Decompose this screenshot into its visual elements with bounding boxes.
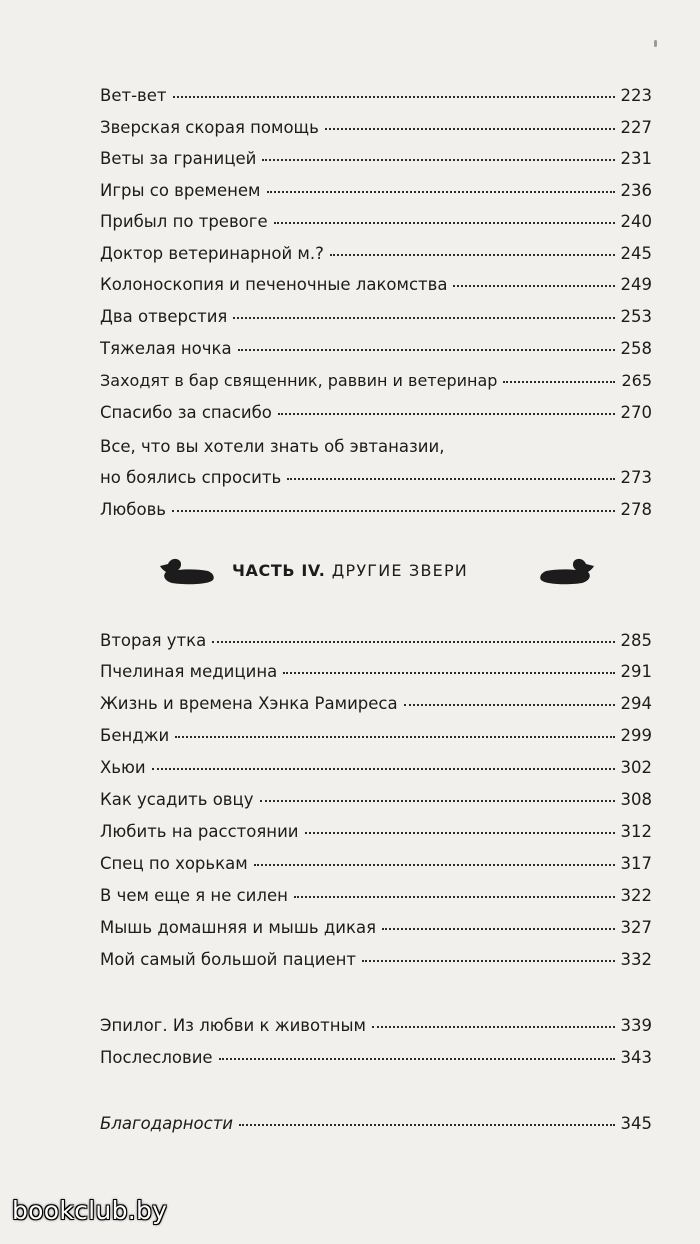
dot-leader [238, 348, 615, 351]
dot-leader [325, 127, 615, 130]
toc-entry [100, 178, 652, 204]
section-title [232, 561, 522, 580]
part-title: ДРУГИЕ ЗВЕРИ [331, 561, 468, 580]
toc-entry [100, 146, 652, 172]
dot-leader [219, 1057, 615, 1060]
toc-entry [100, 1013, 652, 1039]
dot-leader [453, 284, 614, 287]
entry-title: Мышь домашняя и мышь дикая [100, 918, 377, 937]
part-label: ЧАСТЬ IV. [232, 561, 326, 580]
dot-leader [239, 1123, 614, 1126]
dot-leader [451, 448, 646, 449]
toc-entry [100, 883, 652, 909]
duck-icon [538, 556, 596, 586]
entry-title: Хьюи [100, 758, 146, 777]
entry-title: Благодарности [100, 1114, 234, 1133]
dot-leader [294, 895, 615, 898]
toc-entry [100, 209, 652, 235]
entry-title: Вторая утка [100, 631, 207, 650]
duck-icon [158, 556, 216, 586]
dot-leader [173, 95, 615, 98]
toc-entry [100, 819, 652, 845]
toc-entry [100, 336, 652, 362]
entry-page: 227 [620, 118, 652, 137]
entry-title: Тяжелая ночка [100, 339, 232, 358]
toc-entry [100, 755, 652, 781]
entry-page: 294 [620, 694, 652, 713]
entry-page: 240 [620, 212, 652, 231]
dot-leader [330, 253, 615, 256]
entry-title: Вет-вет [100, 86, 167, 105]
entry-title: но боялись спросить [100, 468, 282, 487]
entry-title: Заходят в бар священник, раввин и ветеринар [100, 371, 498, 390]
dot-leader [254, 863, 615, 866]
entry-title: Послесловие [100, 1048, 213, 1067]
entry-title: Все, что вы хотели знать об эвтаназии, [100, 437, 445, 456]
entry-page: 343 [620, 1048, 652, 1067]
entry-page: 258 [620, 339, 652, 358]
entry-title: Любить на расстоянии [100, 822, 299, 841]
dot-leader [172, 509, 614, 512]
dot-leader [175, 735, 614, 738]
entry-page: 278 [620, 500, 652, 519]
dot-leader [278, 412, 615, 415]
entry-title: Мой самый большой пациент [100, 950, 357, 969]
entry-page: 285 [620, 631, 652, 650]
entry-page: 231 [620, 149, 652, 168]
entry-page: 339 [620, 1016, 652, 1035]
entry-page: 253 [620, 307, 652, 326]
toc-entry [100, 787, 652, 813]
toc-entry [100, 83, 652, 109]
entry-page: 327 [620, 918, 652, 937]
entry-page: 249 [620, 275, 652, 294]
toc-entry [100, 628, 652, 654]
toc-entry [100, 241, 652, 267]
dot-leader [233, 316, 614, 319]
toc-entry [100, 115, 652, 141]
toc-entry [100, 1045, 652, 1071]
entry-page: 223 [620, 86, 652, 105]
toc-entry [100, 304, 652, 330]
entry-title: Эпилог. Из любви к животным [100, 1016, 366, 1035]
dot-leader [404, 703, 615, 706]
dot-leader [503, 380, 615, 383]
entry-title: Бенджи [100, 726, 170, 745]
entry-page: 317 [620, 854, 652, 873]
entry-title: Жизнь и времена Хэнка Рамиреса [100, 694, 398, 713]
toc-entry [100, 368, 652, 394]
entry-page: 308 [620, 790, 652, 809]
toc-entry [100, 400, 652, 426]
dot-leader [274, 221, 615, 224]
toc-entry [100, 272, 652, 298]
entry-title: Как усадить овцу [100, 790, 254, 809]
toc-entry [100, 947, 652, 973]
entry-page: 236 [620, 181, 652, 200]
toc-entry [100, 1111, 652, 1137]
entry-title: Веты за границей [100, 149, 257, 168]
entry-title: Спец по хорькам [100, 854, 248, 873]
entry-page: 302 [620, 758, 652, 777]
entry-page: 291 [620, 662, 652, 681]
toc-entry [100, 659, 652, 685]
entry-title: Спасибо за спасибо [100, 403, 272, 422]
entry-page: 245 [620, 244, 652, 263]
toc-entry [100, 915, 652, 941]
entry-title: Два отверстия [100, 307, 228, 326]
dot-leader [382, 927, 614, 930]
toc-entry [100, 723, 652, 749]
dot-leader [262, 158, 614, 161]
entry-page: 299 [620, 726, 652, 745]
dot-leader [283, 671, 614, 674]
dot-leader [260, 799, 615, 802]
toc-entry [100, 497, 652, 523]
entry-title: Зверская скорая помощь [100, 118, 319, 137]
entry-title: Игры со временем [100, 181, 261, 200]
dot-leader [152, 767, 615, 770]
dot-leader [372, 1025, 615, 1028]
entry-page: 270 [620, 403, 652, 422]
entry-title: В чем еще я не силен [100, 886, 288, 905]
watermark-logo: bookclub.by [12, 1196, 168, 1225]
dot-leader [287, 477, 614, 480]
entry-title: Колоноскопия и печеночные лакомства [100, 275, 448, 294]
dot-leader [305, 831, 615, 834]
toc-entry [100, 691, 652, 717]
toc-entry [100, 465, 652, 491]
section-heading [0, 548, 700, 598]
toc-entry [100, 434, 652, 460]
toc-entry [100, 851, 652, 877]
entry-page: 345 [620, 1114, 652, 1133]
entry-page: 312 [620, 822, 652, 841]
paper-speck [654, 40, 657, 47]
dot-leader [212, 640, 614, 643]
entry-page: 322 [620, 886, 652, 905]
entry-title: Любовь [100, 500, 167, 519]
entry-title: Пчелиная медицина [100, 662, 278, 681]
entry-page: 332 [620, 950, 652, 969]
entry-page: 265 [621, 371, 652, 390]
dot-leader [267, 190, 615, 193]
entry-title: Доктор ветеринарной м.? [100, 244, 324, 263]
dot-leader [362, 959, 614, 962]
entry-page: 273 [620, 468, 652, 487]
entry-title: Прибыл по тревоге [100, 212, 268, 231]
